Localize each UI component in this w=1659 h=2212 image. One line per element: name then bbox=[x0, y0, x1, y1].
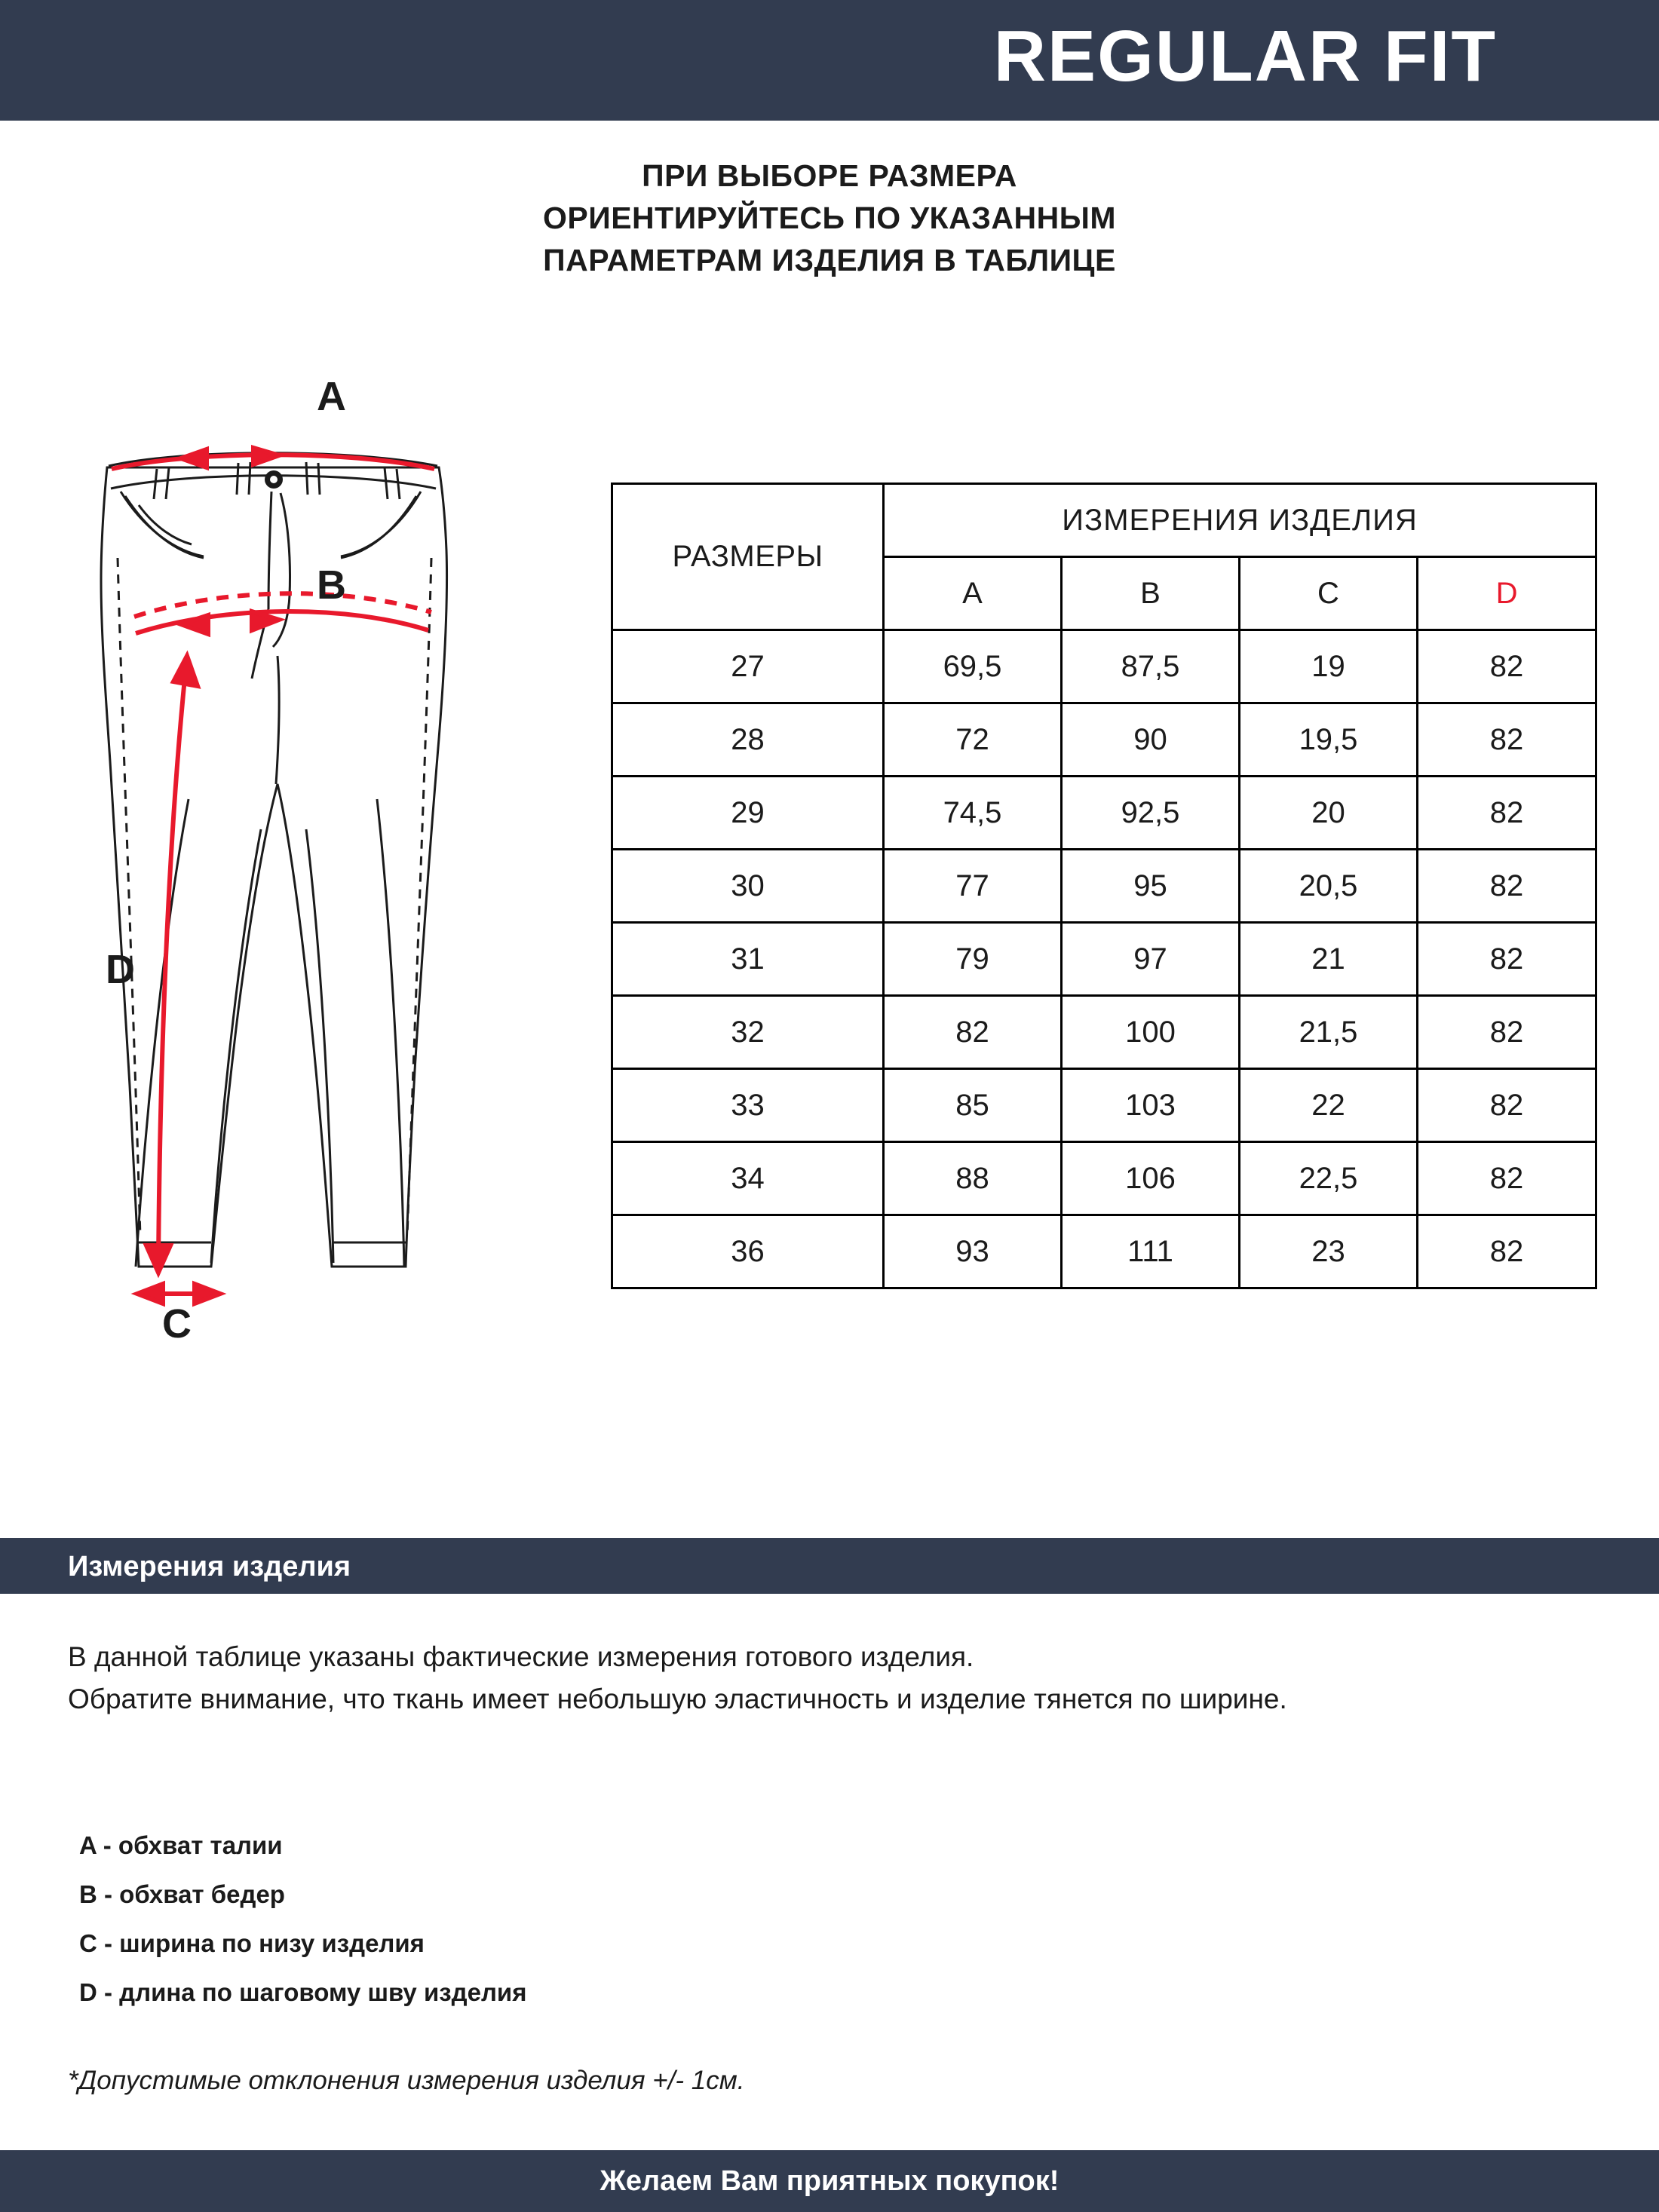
header-col-b: B bbox=[1062, 557, 1240, 630]
size-value: 30 bbox=[612, 850, 884, 923]
table-header-row-1 bbox=[612, 484, 1596, 557]
table-row bbox=[612, 630, 1596, 703]
section-bar-title: Измерения изделия bbox=[68, 1551, 351, 1582]
value-a: 88 bbox=[884, 1142, 1062, 1215]
description-paragraph-1: В данной таблице указаны фактические измерения готового изделия. bbox=[68, 1641, 974, 1672]
value-a: 77 bbox=[884, 850, 1062, 923]
value-a: 69,5 bbox=[884, 630, 1062, 703]
table-row bbox=[612, 1215, 1596, 1288]
value-b: 87,5 bbox=[1062, 630, 1240, 703]
value-a: 74,5 bbox=[884, 777, 1062, 850]
value-c: 19,5 bbox=[1240, 703, 1418, 777]
legend-list bbox=[79, 1821, 1286, 2017]
value-c: 21,5 bbox=[1240, 996, 1418, 1069]
size-value: 32 bbox=[612, 996, 884, 1069]
value-b: 97 bbox=[1062, 923, 1240, 996]
value-d: 82 bbox=[1418, 1142, 1596, 1215]
size-value: 33 bbox=[612, 1069, 884, 1142]
legend-item-d: D - длина по шаговому шву изделия bbox=[79, 1978, 527, 2006]
header-band bbox=[0, 0, 1659, 121]
value-a: 72 bbox=[884, 703, 1062, 777]
size-value: 31 bbox=[612, 923, 884, 996]
value-c: 20 bbox=[1240, 777, 1418, 850]
table-row bbox=[612, 777, 1596, 850]
value-a: 82 bbox=[884, 996, 1062, 1069]
size-value: 28 bbox=[612, 703, 884, 777]
header-col-c: C bbox=[1240, 557, 1418, 630]
size-value: 34 bbox=[612, 1142, 884, 1215]
header-col-a: A bbox=[884, 557, 1062, 630]
table-row bbox=[612, 996, 1596, 1069]
value-d: 82 bbox=[1418, 850, 1596, 923]
value-c: 22,5 bbox=[1240, 1142, 1418, 1215]
table-row bbox=[612, 1142, 1596, 1215]
value-d: 82 bbox=[1418, 996, 1596, 1069]
size-table bbox=[611, 483, 1597, 1289]
value-d: 82 bbox=[1418, 1069, 1596, 1142]
label-c: C bbox=[162, 1301, 192, 1347]
subtitle-line-2: ОРИЕНТИРУЙТЕСЬ ПО УКАЗАННЫМ bbox=[542, 201, 1116, 235]
description-paragraph-2: Обратите внимание, что ткань имеет небольшую эластичность и изделие тянется по ширине. bbox=[68, 1684, 1287, 1714]
jeans-illustration bbox=[90, 374, 611, 1500]
value-b: 106 bbox=[1062, 1142, 1240, 1215]
value-c: 19 bbox=[1240, 630, 1418, 703]
value-b: 100 bbox=[1062, 996, 1240, 1069]
header-sizes: РАЗМЕРЫ bbox=[612, 484, 884, 630]
value-b: 92,5 bbox=[1062, 777, 1240, 850]
value-b: 90 bbox=[1062, 703, 1240, 777]
value-d: 82 bbox=[1418, 777, 1596, 850]
page-title: REGULAR FIT bbox=[993, 16, 1497, 97]
header-measurements: ИЗМЕРЕНИЯ ИЗДЕЛИЯ bbox=[884, 484, 1596, 557]
value-d: 82 bbox=[1418, 1215, 1596, 1288]
size-value: 29 bbox=[612, 777, 884, 850]
legend-item-a: A - обхват талии bbox=[79, 1831, 283, 1859]
value-a: 93 bbox=[884, 1215, 1062, 1288]
size-value: 27 bbox=[612, 630, 884, 703]
size-value: 36 bbox=[612, 1215, 884, 1288]
table-row bbox=[612, 1069, 1596, 1142]
value-c: 23 bbox=[1240, 1215, 1418, 1288]
subtitle-line-3: ПАРАМЕТРАМ ИЗДЕЛИЯ В ТАБЛИЦЕ bbox=[543, 243, 1116, 277]
table-row bbox=[612, 850, 1596, 923]
table-row bbox=[612, 923, 1596, 996]
value-d: 82 bbox=[1418, 923, 1596, 996]
value-c: 21 bbox=[1240, 923, 1418, 996]
value-b: 103 bbox=[1062, 1069, 1240, 1142]
value-b: 95 bbox=[1062, 850, 1240, 923]
label-b: B bbox=[317, 562, 346, 608]
value-d: 82 bbox=[1418, 703, 1596, 777]
footer-band bbox=[0, 2150, 1659, 2212]
table-row bbox=[612, 703, 1596, 777]
description-block bbox=[68, 1636, 1599, 1720]
value-b: 111 bbox=[1062, 1215, 1240, 1288]
subtitle-block bbox=[0, 155, 1659, 281]
label-a: A bbox=[317, 374, 346, 419]
legend-item-c: C - ширина по низу изделия bbox=[79, 1929, 425, 1957]
size-table-wrapper bbox=[611, 483, 1595, 1289]
value-a: 79 bbox=[884, 923, 1062, 996]
value-a: 85 bbox=[884, 1069, 1062, 1142]
legend-item-b: B - обхват бедер bbox=[79, 1880, 285, 1908]
label-d: D bbox=[106, 947, 135, 992]
tolerance-note: *Допустимые отклонения измерения изделия +/- 1см. bbox=[68, 2066, 745, 2095]
value-c: 20,5 bbox=[1240, 850, 1418, 923]
value-c: 22 bbox=[1240, 1069, 1418, 1142]
value-d: 82 bbox=[1418, 630, 1596, 703]
footer-text: Желаем Вам приятных покупок! bbox=[600, 2165, 1059, 2197]
subtitle-line-1: ПРИ ВЫБОРЕ РАЗМЕРА bbox=[642, 158, 1017, 193]
section-bar bbox=[0, 1538, 1659, 1594]
header-col-d: D bbox=[1418, 557, 1596, 630]
